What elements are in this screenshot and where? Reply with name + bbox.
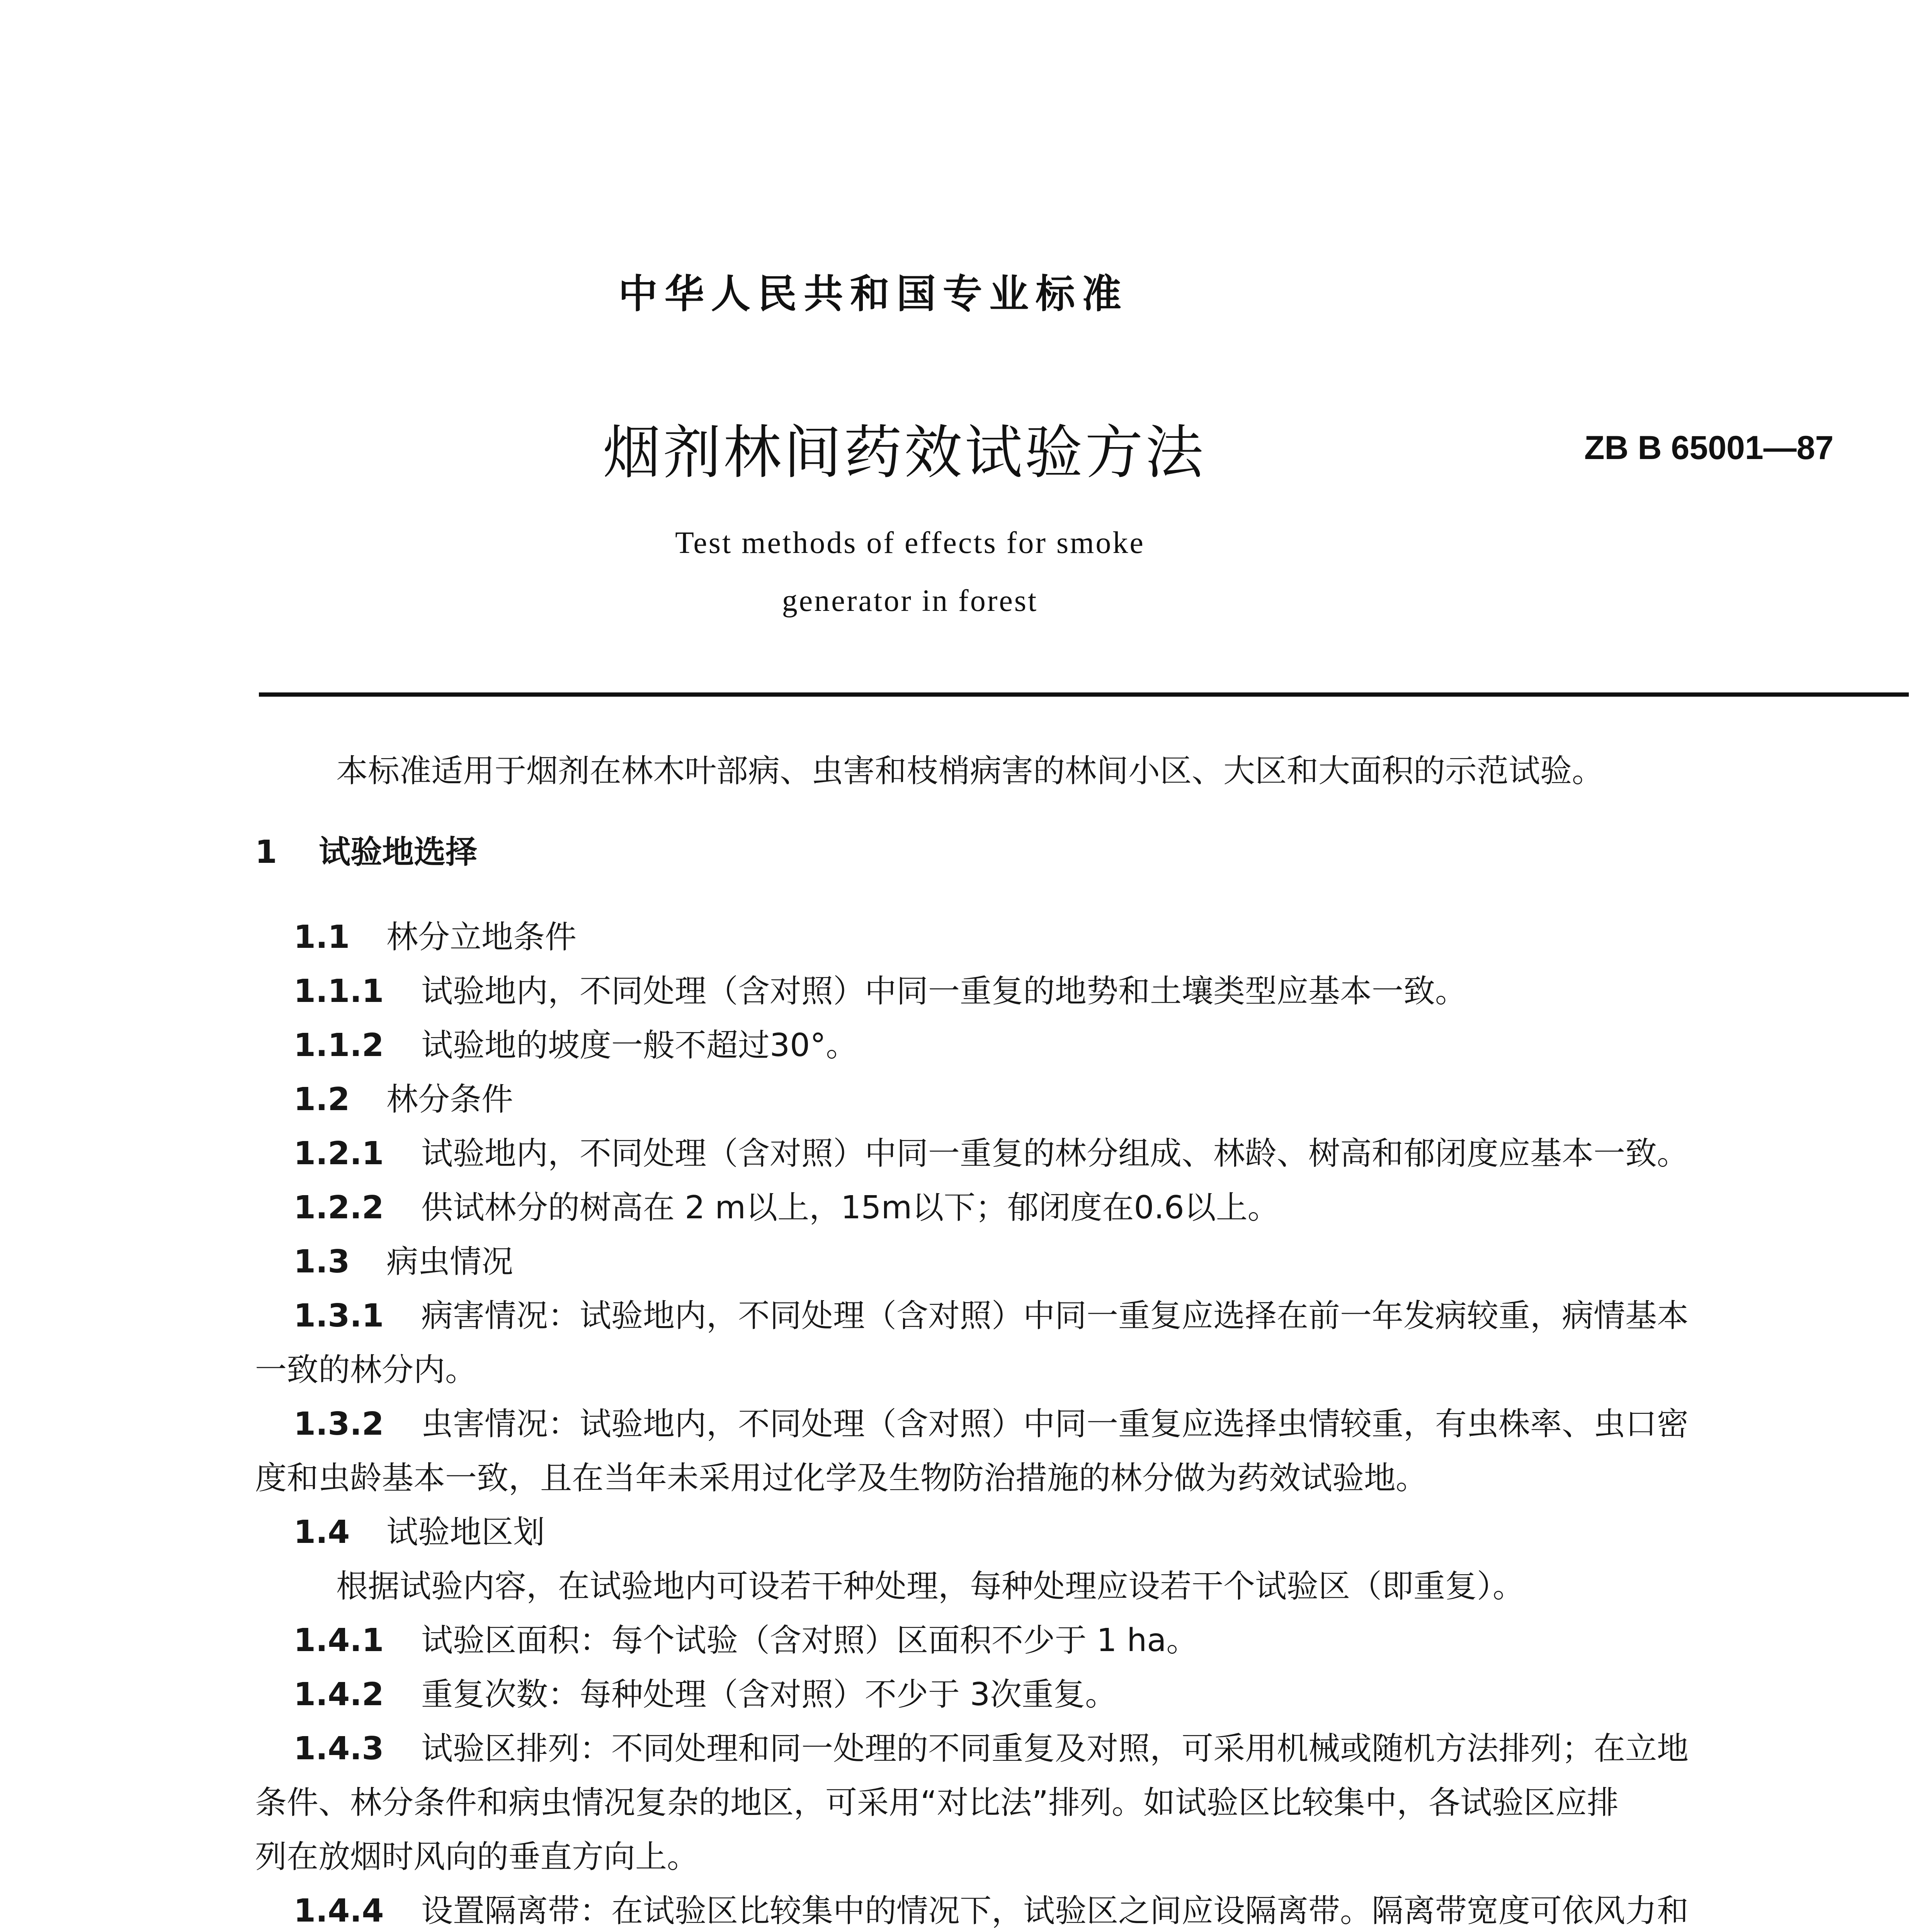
clause-text: 试验区面积：每个试验（含对照）区面积不少于 1 ha。	[421, 1622, 1198, 1659]
clause-number: 1.1.1	[294, 973, 384, 1010]
scope-paragraph: 本标准适用于烟剂在林木叶部病、虫害和枝梢病害的林间小区、大区和大面积的示范试验。	[336, 753, 1604, 789]
clause-1-4-1	[294, 1615, 1198, 1660]
clause-1-1-2	[294, 1020, 857, 1065]
clause-title: 病虫情况	[386, 1243, 514, 1280]
clause-1-4-3-line-2: 条件、林分条件和病虫情况复杂的地区，可采用“对比法”排列。如试验区比较集中，各试验区应排	[255, 1784, 1619, 1821]
clause-number: 1.4.3	[294, 1730, 384, 1767]
header-divider	[259, 692, 1909, 697]
clause-1-3-2-line-2: 度和虫龄基本一致，且在当年未采用过化学及生物防治措施的林分做为药效试验地。	[255, 1460, 1428, 1497]
clause-text: 虫害情况：试验地内，不同处理（含对照）中同一重复应选择虫情较重，有虫株率、虫口密	[421, 1406, 1689, 1442]
standard-title-english	[601, 514, 1219, 630]
clause-number: 1.2	[294, 1081, 350, 1118]
clause-1-1	[294, 912, 577, 957]
clause-1-3-1-line-1	[294, 1291, 1689, 1336]
clause-1-2-2	[294, 1182, 1279, 1228]
clause-1-4-3-line-1	[294, 1723, 1689, 1769]
clause-text: 试验地的坡度一般不超过30°。	[421, 1027, 858, 1064]
clause-number: 1.1.2	[294, 1027, 384, 1064]
clause-number: 1.2.1	[294, 1135, 384, 1172]
clause-1-4	[294, 1507, 545, 1552]
clause-1-2	[294, 1074, 513, 1119]
clause-number: 1.4.2	[294, 1676, 384, 1713]
clause-text: 试验地内，不同处理（含对照）中同一重复的地势和土壤类型应基本一致。	[421, 973, 1467, 1010]
section-title: 试验地选择	[319, 834, 478, 871]
clause-title: 试验地区划	[386, 1514, 545, 1551]
clause-1-4-2	[294, 1669, 1117, 1714]
title-en-line-2: generator in forest	[782, 584, 1038, 618]
section-number: 1	[255, 834, 277, 871]
clause-1-4-3-line-3: 列在放烟时风向的垂直方向上。	[255, 1838, 699, 1875]
clause-number: 1.3	[294, 1243, 350, 1280]
clause-title: 林分条件	[386, 1081, 514, 1118]
clause-1-4-4-line-1	[294, 1886, 1689, 1931]
section-1-heading	[255, 827, 477, 872]
clause-number: 1.3.1	[294, 1298, 384, 1334]
clause-text: 供试林分的树高在 2 m以上，15m以下；郁闭度在0.6以上。	[421, 1189, 1279, 1226]
clause-title: 林分立地条件	[386, 919, 577, 956]
clause-1-4-text: 根据试验内容，在试验地内可设若干种处理，每种处理应设若干个试验区（即重复）。	[336, 1568, 1525, 1605]
clause-number: 1.4.1	[294, 1622, 384, 1659]
clause-1-3-2-line-1	[294, 1399, 1689, 1444]
issuing-authority-heading: 中华人民共和国专业标准	[618, 271, 1128, 317]
clause-number: 1.4	[294, 1514, 350, 1551]
clause-text: 试验地内，不同处理（含对照）中同一重复的林分组成、林龄、树高和郁闭度应基本一致。	[421, 1135, 1689, 1172]
clause-1-3-1-line-2: 一致的林分内。	[255, 1352, 477, 1388]
clause-text: 病害情况：试验地内，不同处理（含对照）中同一重复应选择在前一年发病较重，病情基本	[421, 1298, 1689, 1334]
clause-number: 1.2.2	[294, 1189, 384, 1226]
clause-number: 1.4.4	[294, 1893, 384, 1929]
clause-number: 1.3.2	[294, 1406, 384, 1442]
clause-number: 1.1	[294, 919, 350, 956]
clause-text: 重复次数：每种处理（含对照）不少于 3次重复。	[421, 1676, 1117, 1713]
clause-text: 试验区排列：不同处理和同一处理的不同重复及对照，可采用机械或随机方法排列；在立地	[421, 1730, 1689, 1767]
clause-1-2-1	[294, 1128, 1689, 1173]
standard-title-chinese: 烟剂林间药效试验方法	[603, 419, 1206, 486]
clause-1-3	[294, 1236, 513, 1282]
title-en-line-1: Test methods of effects for smoke	[675, 526, 1145, 560]
clause-text: 设置隔离带：在试验区比较集中的情况下，试验区之间应设隔离带。隔离带宽度可依风力和	[421, 1893, 1689, 1929]
standard-code: ZB B 65001—87	[1584, 429, 1834, 466]
clause-1-1-1	[294, 966, 1467, 1011]
